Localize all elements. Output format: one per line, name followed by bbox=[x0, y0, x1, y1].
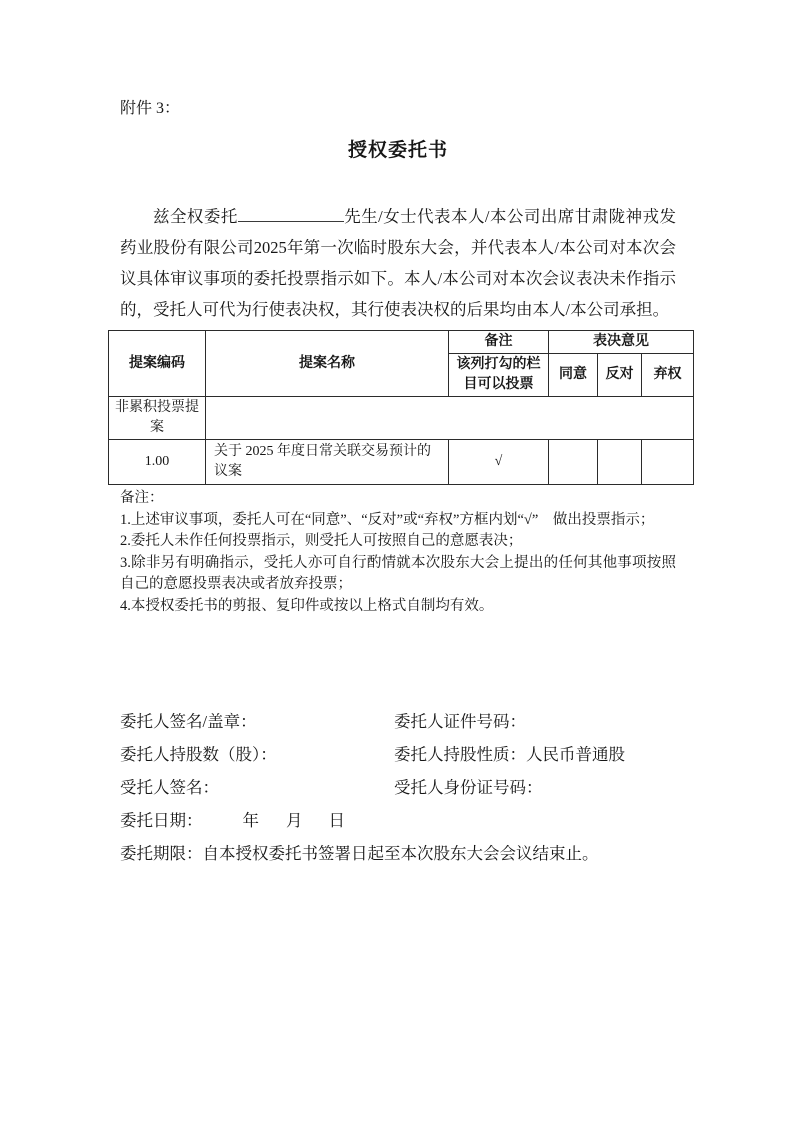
agent-signature-label: 受托人签名： bbox=[120, 778, 219, 797]
date-day-label: 日 bbox=[328, 811, 345, 830]
authorization-paragraph bbox=[120, 201, 676, 325]
entrust-term-line: 委托期限：自本授权委托书签署日起至本次股东大会会议结束止。 bbox=[120, 844, 599, 863]
principal-shares-label: 委托人持股数（股）： bbox=[120, 745, 277, 764]
page-title: 授权委托书 bbox=[347, 140, 448, 161]
paragraph-lead: 兹全权委托 bbox=[153, 207, 238, 226]
header-abstain: 弃权 bbox=[642, 354, 694, 397]
oppose-cell bbox=[598, 440, 642, 485]
header-vote-opinion: 表决意见 bbox=[549, 331, 694, 354]
notes-section bbox=[120, 488, 676, 617]
share-type-label: 委托人持股性质：人民币普通股 bbox=[394, 745, 625, 764]
signature-section bbox=[120, 705, 676, 870]
note-item-3: 3.除非另有明确指示，受托人亦可自行酌情就本次股东大会上提出的任何其他事项按照自己的意愿投票表决或者放弃投票； bbox=[120, 554, 676, 592]
paragraph-body: 先生/女士代表本人/本公司出席甘肃陇神戎发药业股份有限公司2025年第一次临时股东大会，并代表本人/本公司对本次会议具体审议事项的委托投票指示如下。本人/本公司对本次会议表决未作指示的，受托人可代为行使表决权，其行使表决权的后果均由本人/本公司承担。 bbox=[120, 207, 677, 319]
principal-id-number-label: 委托人证件号码： bbox=[394, 712, 526, 731]
section-row-empty-cell bbox=[206, 397, 694, 440]
header-proposal-code: 提案编码 bbox=[109, 331, 206, 397]
header-remark-sub: 该列打勾的栏目可以投票 bbox=[449, 354, 549, 397]
entrust-date-line bbox=[120, 804, 676, 837]
note-item-4: 4.本授权委托书的剪报、复印件或按以上格式自制均有效。 bbox=[120, 597, 494, 614]
attachment-label: 附件 3： bbox=[120, 100, 181, 117]
abstain-cell bbox=[642, 440, 694, 485]
header-remark: 备注 bbox=[449, 331, 549, 354]
principal-signature-label: 委托人签名/盖章： bbox=[120, 712, 257, 731]
principal-name-blank bbox=[238, 206, 344, 222]
signature-row bbox=[120, 738, 676, 771]
section-row bbox=[109, 397, 694, 440]
proposal-row bbox=[109, 440, 694, 485]
notes-label: 备注： bbox=[120, 490, 164, 506]
header-proposal-name: 提案名称 bbox=[206, 331, 449, 397]
entrust-date-label: 委托日期： bbox=[120, 811, 203, 830]
voting-table bbox=[108, 330, 694, 485]
note-item-1: 1.上述审议事项，委托人可在“同意”、“反对”或“弃权”方框内划“√” 做出投票指示； bbox=[120, 511, 655, 528]
date-year-label: 年 bbox=[242, 811, 259, 830]
header-oppose: 反对 bbox=[598, 354, 642, 397]
date-month-label: 月 bbox=[286, 811, 303, 830]
table-header-row-1 bbox=[109, 331, 694, 354]
proposal-name-cell: 关于 2025 年度日常关联交易预计的议案 bbox=[206, 440, 449, 485]
signature-row bbox=[120, 705, 676, 738]
signature-row bbox=[120, 771, 676, 804]
proposal-code-cell: 1.00 bbox=[109, 440, 206, 485]
agree-cell bbox=[549, 440, 598, 485]
remark-checkmark-cell: √ bbox=[449, 440, 549, 485]
agent-id-number-label: 受托人身份证号码： bbox=[394, 778, 543, 797]
header-agree: 同意 bbox=[549, 354, 598, 397]
note-item-2: 2.委托人未作任何投票指示，则受托人可按照自己的意愿表决； bbox=[120, 533, 523, 549]
section-row-label: 非累积投票提案 bbox=[109, 397, 206, 440]
